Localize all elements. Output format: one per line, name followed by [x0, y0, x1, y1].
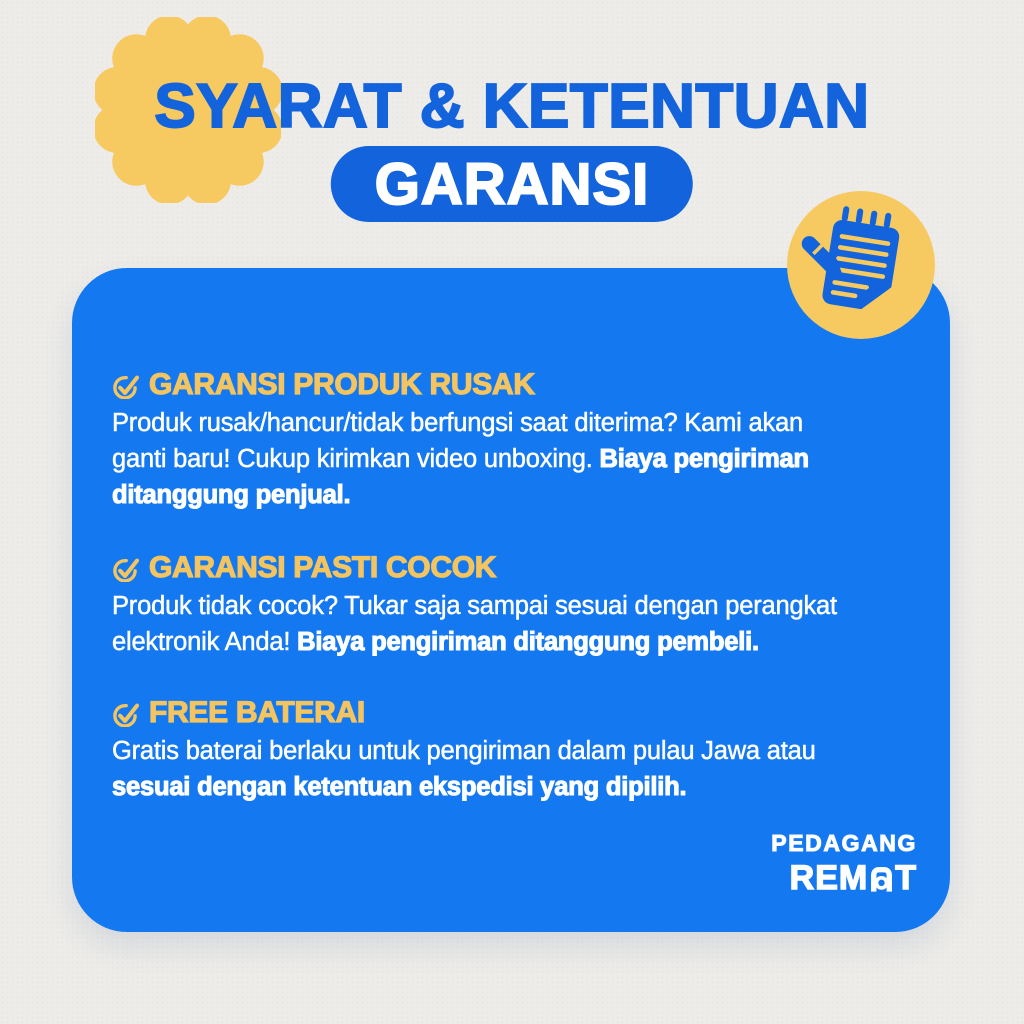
section-body [112, 733, 922, 805]
body-text: Produk tidak cocok? Tukar saja sampai sesuai dengan perangkat [112, 592, 837, 620]
body-line [112, 405, 922, 441]
body-line [112, 733, 922, 769]
section-garansi-pasti-cocok [112, 550, 922, 660]
body-text: Produk rusak/hancur/tidak berfungsi saat diterima? Kami akan [112, 409, 804, 437]
section-heading-label: GARANSI PASTI COCOK [149, 551, 497, 584]
remot-prefix: REM [789, 859, 869, 897]
brand-name-bottom [771, 858, 917, 898]
body-line [112, 477, 922, 513]
check-circle-icon [112, 700, 141, 727]
body-line [112, 624, 922, 660]
body-text-bold: Biaya pengiriman ditanggung pembeli. [297, 628, 759, 656]
body-text-bold: ditanggung penjual. [112, 481, 351, 509]
remote-button-icon [870, 866, 893, 893]
body-line [112, 588, 922, 624]
body-text-bold: Biaya pengiriman [599, 445, 809, 473]
section-free-baterai [112, 695, 922, 805]
section-heading-label: FREE BATERAI [149, 696, 365, 729]
body-line [112, 441, 922, 477]
section-garansi-produk-rusak [112, 367, 922, 513]
page-title: SYARAT & KETENTUAN [154, 72, 870, 141]
section-heading-label: GARANSI PRODUK RUSAK [149, 368, 535, 401]
remot-suffix: T [895, 859, 917, 897]
body-text: ganti baru! Cukup kirimkan video unboxing. [112, 445, 600, 473]
notepad-pencil-icon [785, 189, 937, 341]
brand-name-top: PEDAGANG [771, 830, 917, 856]
check-circle-icon [112, 555, 141, 582]
notepad-badge [785, 189, 937, 341]
garansi-pill [331, 146, 693, 222]
section-heading [112, 367, 922, 403]
body-line [112, 769, 922, 805]
body-text: elektronik Anda! [112, 628, 298, 656]
section-body [112, 588, 922, 660]
terms-card [72, 268, 950, 932]
section-heading [112, 695, 922, 731]
check-circle-icon [112, 372, 141, 399]
body-text-bold: sesuai dengan ketentuan ekspedisi yang dipilih. [112, 773, 687, 801]
body-text: Gratis baterai berlaku untuk pengiriman dalam pulau Jawa atau [112, 737, 816, 765]
section-body [112, 405, 922, 513]
section-heading [112, 550, 922, 586]
brand-logo [771, 828, 917, 898]
garansi-pill-label: GARANSI [374, 151, 650, 217]
